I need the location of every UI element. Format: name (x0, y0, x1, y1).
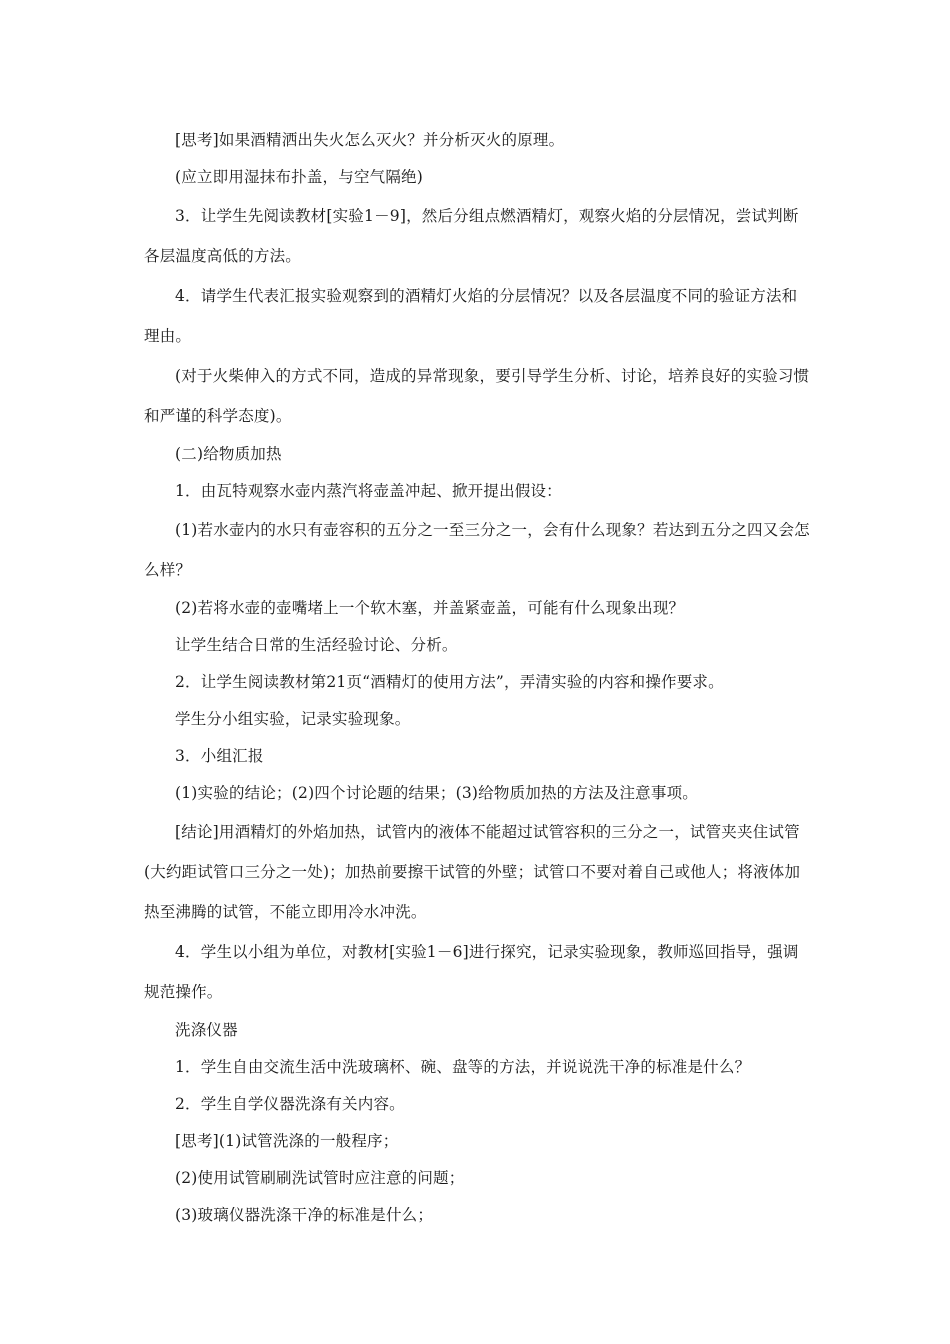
paragraph-washing-1: 1．学生自由交流生活中洗玻璃杯、碗、盘等的方法，并说说洗干净的标准是什么？ (175, 1058, 751, 1076)
section-heading-washing: 洗涤仪器 (175, 1021, 238, 1039)
paragraph-step-3-flame: 3．让学生先阅读教材[实验1－9]，然后分组点燃酒精灯，观察火焰的分层情况，尝试判断各层温度高低的方法。 (144, 207, 799, 265)
paragraph-fire-answer: (应立即用湿抹布扑盖，与空气隔绝) (175, 168, 423, 186)
paragraph-think-fire: [思考]如果酒精洒出失火怎么灭火？并分析灭火的原理。 (175, 131, 565, 149)
paragraph-brush-note: (2)使用试管刷刷洗试管时应注意的问题； (175, 1169, 465, 1187)
paragraph-washing-2: 2．学生自学仪器洗涤有关内容。 (175, 1095, 405, 1113)
paragraph-think-washing: [思考](1)试管洗涤的一般程序； (175, 1132, 399, 1150)
paragraph-step-4-report: 4．请学生代表汇报实验观察到的酒精灯火焰的分层情况？以及各层温度不同的验证方法和理由。 (144, 287, 798, 345)
paragraph-question-2: (2)若将水壶的壶嘴堵上一个软木塞，并盖紧壶盖，可能有什么现象出现？ (175, 599, 685, 617)
paragraph-clean-standard: (3)玻璃仪器洗涤干净的标准是什么； (175, 1206, 434, 1224)
paragraph-step-4-explore: 4．学生以小组为单位，对教材[实验1－6]进行探究，记录实验现象，教师巡回指导，强调规范操作。 (144, 943, 799, 1001)
paragraph-question-1: (1)若水壶内的水只有壶容积的五分之一至三分之一，会有什么现象？若达到五分之四又会怎么样？ (144, 521, 810, 579)
paragraph-report-items: (1)实验的结论；(2)四个讨论题的结果；(3)给物质加热的方法及注意事项。 (175, 784, 698, 802)
paragraph-conclusion: [结论]用酒精灯的外焰加热，试管内的液体不能超过试管容积的三分之一，试管夹夹住试管(大约距试管口三分之一处)；加热前要擦干试管的外壁；试管口不要对着自己或他人；将液体加热至沸腾的试管，不能立即用冷水冲洗。 (144, 823, 801, 921)
paragraph-step-3-report: 3．小组汇报 (175, 747, 264, 765)
paragraph-group-experiment: 学生分小组实验，记录实验现象。 (175, 710, 411, 728)
paragraph-step-2-read: 2．让学生阅读教材第21页“酒精灯的使用方法”，弄清实验的内容和操作要求。 (175, 673, 724, 691)
paragraph-watt-hypothesis: 1．由瓦特观察水壶内蒸汽将壶盖冲起、掀开提出假设： (175, 482, 562, 500)
paragraph-match-note: (对于火柴伸入的方式不同，造成的异常现象，要引导学生分析、讨论，培养良好的实验习惯和严谨的科学态度)。 (144, 367, 810, 425)
paragraph-discussion: 让学生结合日常的生活经验讨论、分析。 (175, 636, 458, 654)
document-body (144, 122, 810, 1234)
section-heading-heating: (二)给物质加热 (175, 445, 282, 463)
